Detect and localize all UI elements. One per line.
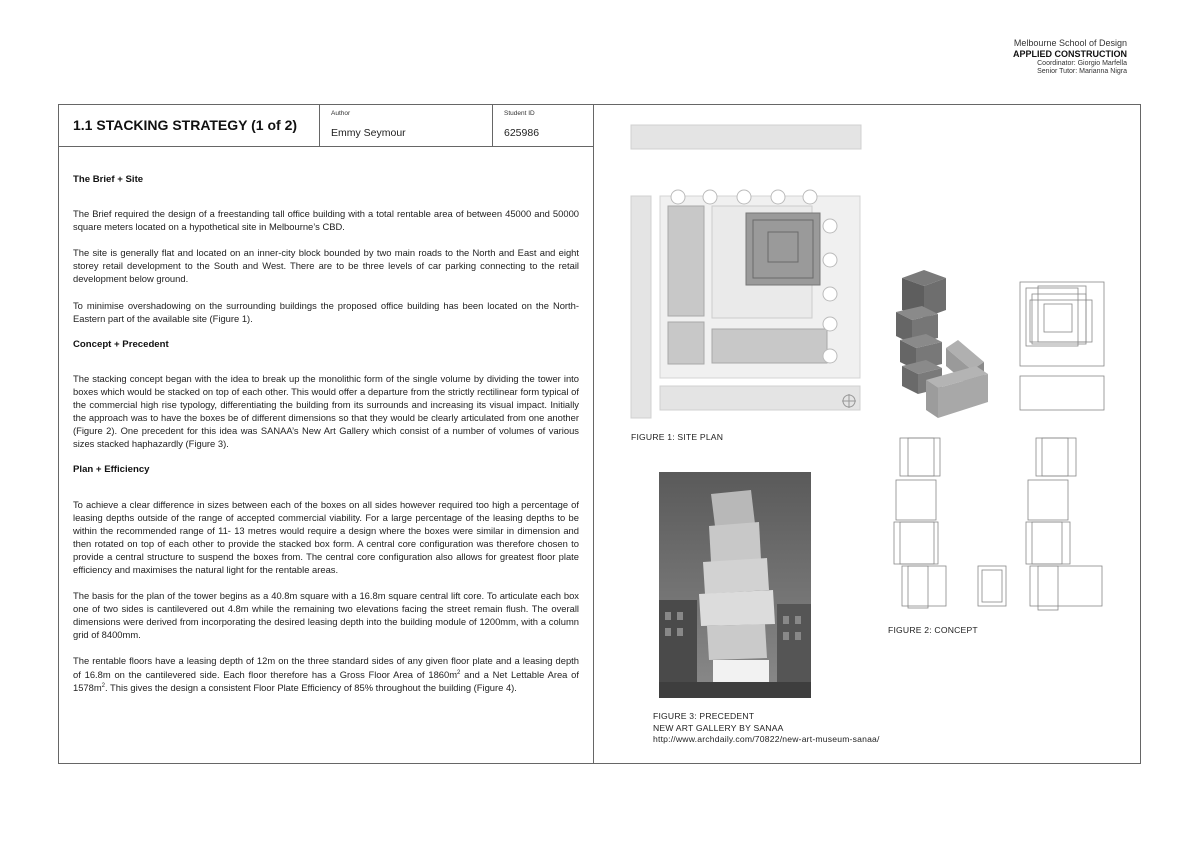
brief-heading: The Brief + Site bbox=[73, 174, 144, 185]
concept-heading: Concept + Precedent bbox=[73, 338, 169, 350]
sheet-frame bbox=[58, 104, 1141, 764]
brief-section bbox=[73, 173, 579, 325]
student-id: 625986 bbox=[504, 127, 540, 139]
title-block bbox=[59, 105, 593, 147]
plan-heading: Plan + Efficiency bbox=[73, 464, 150, 476]
concept-plan-lines-figure bbox=[1016, 278, 1108, 412]
concept-elevations-figure bbox=[882, 436, 1106, 612]
page-title: 1.1 STACKING STRATEGY (1 of 2) bbox=[73, 117, 298, 133]
document-header bbox=[1013, 38, 1127, 76]
plan-paragraph-1: To achieve a clear difference in sizes between each of the boxes on all sides however required too high a percentage of leasing depths outside of the range of accepted commercial viability. For a large percentage of the leasing depths to be within the recommended range of 11- 13 metres would require a design where the boxes were similar in dimension and then rotated on top of each other to provide the stacked box form. A central core configuration was therefore chosen to provide a central structure to suspend the boxes from. The central core configuration also allows for greatest floor plate efficiency and maximises the natural light for the rentable areas. bbox=[73, 498, 579, 575]
body-text bbox=[73, 173, 579, 707]
site-plan-figure bbox=[630, 124, 862, 422]
text-column bbox=[59, 105, 594, 763]
senior-tutor: Senior Tutor: Marianna Nigra bbox=[1037, 67, 1127, 75]
figure-3-title: FIGURE 3: PRECEDENT bbox=[653, 711, 755, 721]
title-cell bbox=[59, 105, 320, 146]
concept-paragraph: The stacking concept began with the idea to break up the monolithic form of the single volume by dividing the tower into boxes which would be stacked on top of each other. This would offer a departure from the strictly rectilinear form typical of the commercial high rise typology, differentiating the building from its surrounds and increasing its visual impact. Initially the approach was to have the boxes be of different dimensions so that they would be clearly articulated from one another (Figure 2). One precedent for this idea was SANAA’s New Art Gallery which consist of a number of volumes of various sizes stacked haphazardly (Figure 3). bbox=[73, 372, 579, 450]
concept-boxes-figure bbox=[880, 266, 1004, 426]
figure-3-source-link[interactable]: http://www.archdaily.com/70822/new-art-museum-sanaa/ bbox=[653, 734, 880, 744]
plan-section bbox=[73, 463, 579, 693]
plan-paragraph-2: The basis for the plan of the tower begins as a 40.8m square with a 16.8m square central lift core. To articulate each box one of two sides is cantilevered out 4.8m while the remaining two elevations facing the street remain flush. The overall dimensions were derived from incorporating the desired leasing depth into the building module of 1200mm, with a column grid of 8400mm. bbox=[73, 590, 579, 641]
site-paragraph: The site is generally flat and located on an inner-city block bounded by two main roads to the North and East and eight storey retail development to the South and West. There are to be three levels of car parking connecting to the retail development below ground. bbox=[73, 247, 579, 285]
school-name: Melbourne School of Design bbox=[1013, 38, 1127, 48]
brief-paragraph: The Brief required the design of a freestanding tall office building with a total rentable area of between 45000 and 50000 square meters located on a hypothetical site in Melbourne’s CBD. bbox=[73, 208, 579, 233]
figure-3-subtitle: NEW ART GALLERY BY SANAA bbox=[653, 722, 784, 733]
precedent-photo bbox=[659, 472, 811, 698]
student-id-cell bbox=[493, 105, 593, 146]
figure-2-caption: FIGURE 2: CONCEPT bbox=[888, 625, 978, 635]
coordinator: Coordinator: Giorgio Marfella bbox=[1037, 59, 1127, 67]
author-cell bbox=[320, 105, 493, 146]
course-name: APPLIED CONSTRUCTION bbox=[1012, 48, 1127, 59]
figure-3-caption bbox=[653, 711, 880, 746]
author-name: Emmy Seymour bbox=[331, 127, 406, 139]
student-id-label: Student ID bbox=[504, 110, 535, 117]
concept-section bbox=[73, 338, 579, 451]
author-label: Author bbox=[331, 110, 351, 117]
overshadow-paragraph: To minimise overshadowing on the surrounding buildings the proposed office building has been located on the North-Eastern part of the available site (Figure 1). bbox=[73, 299, 579, 324]
figure-1-caption: FIGURE 1: SITE PLAN bbox=[631, 432, 724, 442]
plan-paragraph-3: The rentable floors have a leasing depth of 12m on the three standard sides of any given floor plate and a leasing depth of 16.8m on the cantilevered side. Each floor therefore has a Gross Floor Area of $1860m^2$ and a Net Lettable Area of $1578m^2$. This gives the design a consistent Floor Plate Efficiency of 85% throughout the building (Figure 4). bbox=[73, 655, 579, 693]
